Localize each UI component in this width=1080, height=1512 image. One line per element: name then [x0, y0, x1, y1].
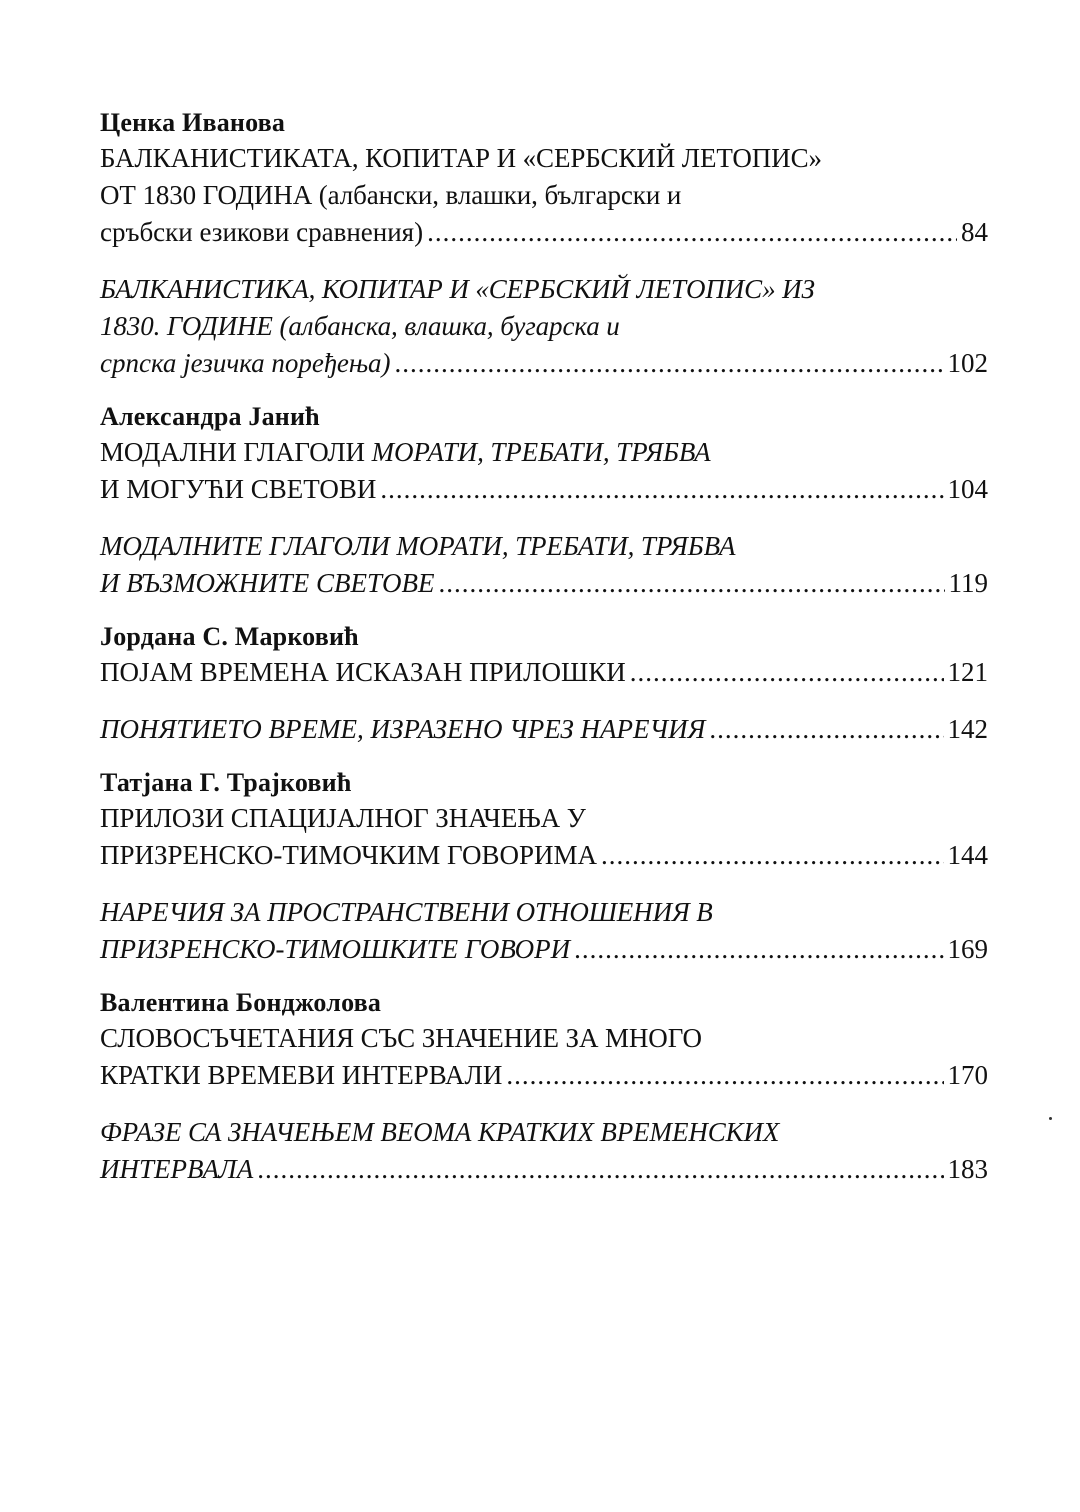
dot-leader — [709, 711, 943, 748]
page-number: 119 — [948, 568, 988, 598]
author-name: Ценка Иванова — [100, 108, 286, 137]
page-number: 84 — [961, 217, 988, 247]
entry-title-line: И ВЪЗМОЖНИТЕ СВЕТОВЕ — [100, 568, 435, 598]
page-number: 102 — [947, 348, 988, 378]
entry-last-line — [100, 471, 988, 508]
entry-last-line — [100, 654, 988, 691]
toc-section — [100, 400, 988, 602]
dot-leader — [427, 214, 957, 251]
toc-section — [100, 986, 988, 1188]
entry-title-line: ОТ 1830 ГОДИНА (албански, влашки, български и — [100, 180, 682, 210]
dot-leader — [380, 471, 943, 508]
entry-title-line: српска језичка поређења) — [100, 348, 391, 378]
page-number: 183 — [947, 1154, 988, 1184]
page-number: 121 — [947, 657, 988, 687]
toc-entry — [100, 654, 988, 691]
toc-entry — [100, 528, 988, 602]
entry-title-line: ПОНЯТИЕТО ВРЕМЕ, ИЗРАЗЕНО ЧРЕЗ НАРЕЧИЯ — [100, 714, 706, 744]
dot-leader — [257, 1151, 943, 1188]
author-name: Татјана Г. Трајковић — [100, 768, 352, 797]
entry-last-line — [100, 565, 988, 602]
entry-last-line — [100, 711, 988, 748]
entry-title-line: СЛОВОСЪЧЕТАНИЯ СЪС ЗНАЧЕНИЕ ЗА МНОГО — [100, 1023, 702, 1053]
entry-title-line: КРАТКИ ВРЕМЕВИ ИНТЕРВАЛИ — [100, 1060, 503, 1090]
dot-leader — [439, 565, 945, 602]
entry-last-line — [100, 1151, 988, 1188]
entry-title-text: МОДАЛНИ ГЛАГОЛИ — [100, 437, 372, 467]
entry-last-line — [100, 1057, 988, 1094]
entry-title-line: НАРЕЧИЯ ЗА ПРОСТРАНСТВЕНИ ОТНОШЕНИЯ В — [100, 897, 713, 927]
entry-title-line: ФРАЗЕ СА ЗНАЧЕЊЕМ ВЕОМА КРАТКИХ ВРЕМЕНСКИХ — [100, 1117, 780, 1147]
entry-title-line: МОДАЛНИТЕ ГЛАГОЛИ МОРАТИ, ТРЕБАТИ, ТРЯБВА — [100, 531, 736, 561]
page-number: 144 — [947, 840, 988, 870]
entry-title-line: ПРИЛОЗИ СПАЦИЈАЛНОГ ЗНАЧЕЊА У — [100, 803, 586, 833]
entry-title-line: ИНТЕРВАЛА — [100, 1154, 254, 1184]
speck-mark — [1049, 1117, 1052, 1120]
dot-leader — [574, 931, 943, 968]
page-number: 104 — [947, 474, 988, 504]
page-number: 170 — [947, 1060, 988, 1090]
entry-title-line: ПОЈАМ ВРЕМЕНА ИСКАЗАН ПРИЛОШКИ — [100, 657, 626, 687]
toc-section — [100, 106, 988, 382]
table-of-contents — [100, 96, 988, 1200]
toc-section — [100, 620, 988, 748]
entry-last-line — [100, 931, 988, 968]
author-name: Јордана С. Марковић — [100, 622, 359, 651]
entry-title-line: сръбски езикови сравнения) — [100, 217, 424, 247]
toc-entry — [100, 140, 988, 251]
entry-title-line: БАЛКАНИСТИКАТА, КОПИТАР И «СЕРБСКИЙ ЛЕТОПИС» — [100, 143, 822, 173]
toc-entry — [100, 711, 988, 748]
toc-entry — [100, 1114, 988, 1188]
toc-entry — [100, 271, 988, 382]
author-name: Александра Јанић — [100, 402, 320, 431]
entry-title-line: ПРИЗРЕНСКО-ТИМОЧКИМ ГОВОРИМА — [100, 840, 597, 870]
toc-entry — [100, 894, 988, 968]
entry-last-line — [100, 345, 988, 382]
entry-last-line — [100, 214, 988, 251]
entry-title-italic-text: МОРАТИ, ТРЕБАТИ, ТРЯБВА — [371, 437, 711, 467]
entry-title-line: БАЛКАНИСТИКА, КОПИТАР И «СЕРБСКИЙ ЛЕТОПИС» ИЗ — [100, 274, 815, 304]
toc-section — [100, 766, 988, 968]
dot-leader — [630, 654, 944, 691]
dot-leader — [506, 1057, 943, 1094]
page-number: 169 — [947, 934, 988, 964]
entry-title-line: ПРИЗРЕНСКО-ТИМОШКИТЕ ГОВОРИ — [100, 934, 571, 964]
author-name: Валентина Бонджолова — [100, 988, 382, 1017]
toc-entry — [100, 1020, 988, 1094]
toc-entry — [100, 434, 988, 508]
dot-leader — [601, 837, 944, 874]
page-number: 142 — [947, 714, 988, 744]
entry-title-line — [100, 434, 988, 471]
entry-title-line: И МОГУЋИ СВЕТОВИ — [100, 474, 377, 504]
entry-title-line: 1830. ГОДИНЕ (албанска, влашка, бугарска и — [100, 311, 620, 341]
toc-entry — [100, 800, 988, 874]
entry-last-line — [100, 837, 988, 874]
dot-leader — [395, 345, 944, 382]
